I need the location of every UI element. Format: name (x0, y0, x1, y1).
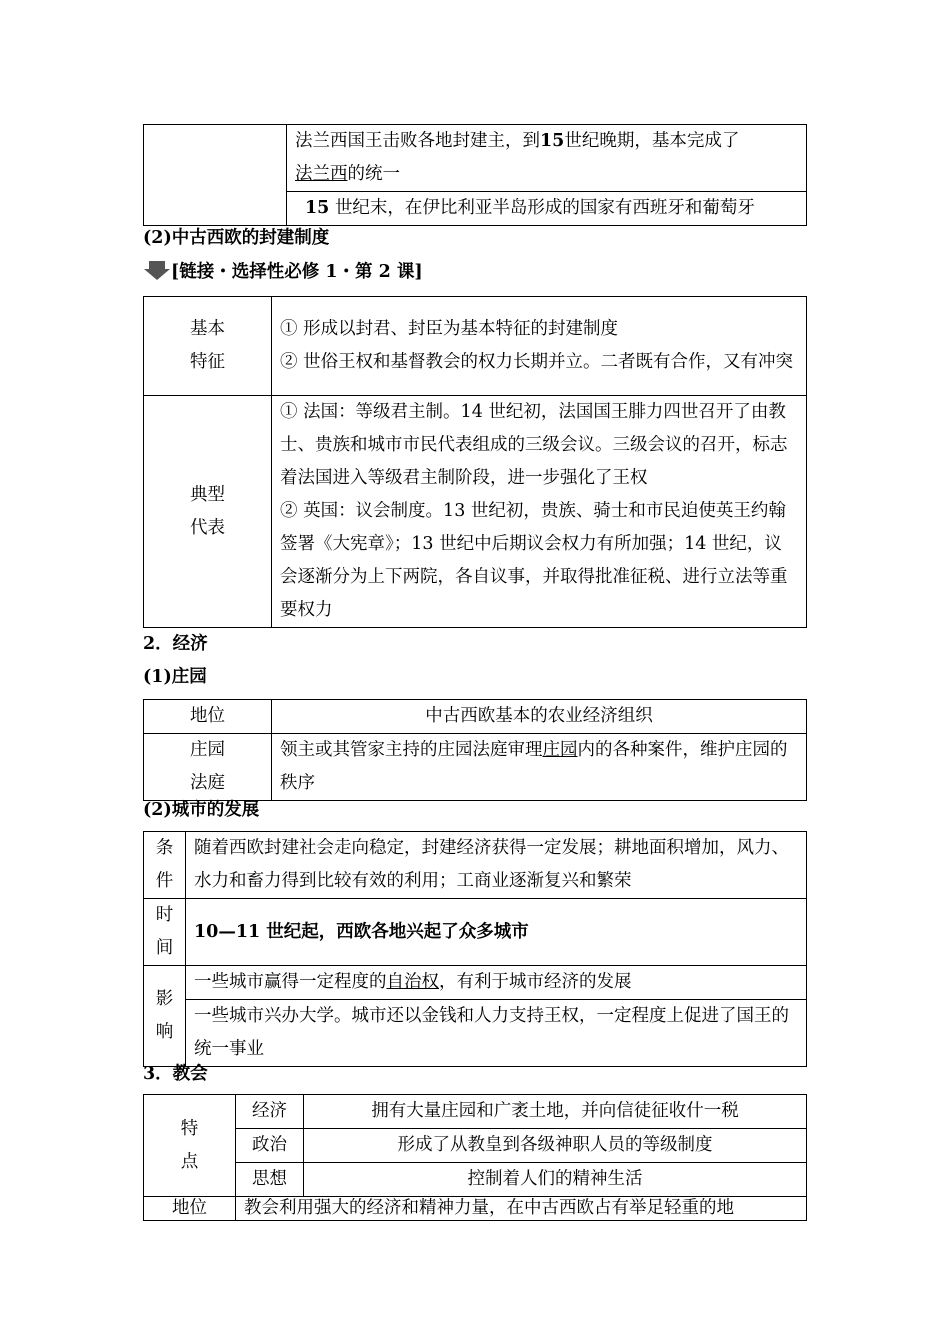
church-table (143, 1094, 807, 1221)
label: 时 (155, 905, 174, 925)
time-label (144, 899, 186, 966)
text: 一些城市赢得一定程度的 (194, 972, 387, 992)
church-heading: 3．教会 (143, 1064, 208, 1084)
impact-value-2: 一些城市兴办大学。城市还以金钱和人力支持王权，一定程度上促进了国王的统一事业 (186, 1000, 807, 1067)
point: ② 英国：议会制度。13 世纪初，贵族、骑士和市民迫使英王约翰签署《大宪章》；13 世纪中后期议会权力有所加强；14 世纪，议会逐渐分为上下两院，各自议事，并取得批准征税、进行立法等重要权力 (280, 501, 788, 620)
year: 15 (305, 198, 330, 218)
text: 世纪晚期，基本完成了 (564, 131, 740, 151)
economy-heading: 2．经济 (143, 634, 208, 654)
status-label: 地位 (144, 700, 272, 734)
city-table (143, 831, 807, 1067)
link-text: [链接・选择性必修 1・第 2 课] (171, 262, 423, 282)
label: 基本 (190, 319, 225, 339)
time-value: 10—11 世纪起，西欧各地兴起了众多城市 (186, 899, 807, 966)
manor-heading: (1)庄园 (143, 667, 207, 687)
text: 法兰西国王击败各地封建主，到 (295, 131, 540, 151)
status-value: 中古西欧基本的农业经济组织 (272, 700, 807, 734)
typical-label (144, 396, 272, 628)
condition-label (144, 832, 186, 899)
iberia-cell (287, 192, 807, 226)
label: 响 (155, 1022, 174, 1042)
label: 点 (180, 1151, 199, 1172)
unification-table (143, 124, 807, 226)
label: 特征 (190, 352, 225, 372)
label: 件 (155, 871, 174, 891)
year: 15 (540, 131, 565, 151)
point: ① 形成以封君、封臣为基本特征的封建制度 (280, 319, 619, 339)
down-arrow-icon (143, 259, 171, 281)
empty-left-cell (144, 125, 287, 226)
feudal-heading: (2)中古西欧的封建制度 (143, 228, 330, 248)
point: ① 法国：等级君主制。14 世纪初，法国国王腓力四世召开了由教士、贵族和城市市民代表组成的三级会议。三级会议的召开，标志着法国进入等级君主制阶段，进一步强化了王权 (280, 402, 788, 488)
feature-label (144, 1095, 236, 1197)
label: 典型 (190, 484, 225, 505)
underlined-term: 庄园 (542, 740, 578, 760)
econ-label: 经济 (236, 1095, 304, 1129)
text: 的统一 (347, 164, 400, 184)
label: 代表 (190, 517, 225, 538)
feudal-table (143, 296, 807, 628)
link-line (143, 256, 423, 289)
thought-label: 思想 (236, 1163, 304, 1197)
politics-label: 政治 (236, 1129, 304, 1163)
text: 内的各种案件，维护庄园的秩序 (280, 740, 788, 793)
church-status-value: 教会利用强大的经济和精神力量，在中古西欧占有举足轻重的地 (236, 1197, 807, 1221)
typical-content (272, 396, 807, 628)
text: ，有利于城市经济的发展 (439, 972, 632, 992)
impact-value-1 (186, 966, 807, 1000)
church-status-label: 地位 (144, 1197, 236, 1221)
condition-value: 随着西欧封建社会走向稳定，封建经济获得一定发展；耕地面积增加，风力、水力和畜力得到比较有效的利用；工商业逐渐复兴和繁荣 (186, 832, 807, 899)
label: 法庭 (190, 773, 225, 793)
city-heading: (2)城市的发展 (143, 800, 260, 820)
manor-table (143, 699, 807, 801)
label: 条 (155, 838, 174, 858)
econ-value: 拥有大量庄园和广袤土地，并向信徒征收什一税 (304, 1095, 807, 1129)
label: 特 (180, 1118, 199, 1139)
court-label (144, 734, 272, 801)
underlined-term: 自治权 (386, 972, 439, 992)
label: 庄园 (190, 740, 225, 760)
basic-label (144, 297, 272, 396)
basic-content (272, 297, 807, 396)
thought-value: 控制着人们的精神生活 (304, 1163, 807, 1197)
court-value (272, 734, 807, 801)
underlined-term: 法兰西 (295, 164, 348, 184)
france-unification-cell (287, 125, 807, 192)
politics-value: 形成了从教皇到各级神职人员的等级制度 (304, 1129, 807, 1163)
text: 领主或其管家主持的庄园法庭审理 (280, 740, 543, 760)
point: ② 世俗王权和基督教会的权力长期并立。二者既有合作，又有冲突 (280, 352, 794, 372)
impact-label (144, 966, 186, 1067)
label: 影 (155, 989, 174, 1009)
text: 世纪末，在伊比利亚半岛形成的国家有西班牙和葡萄牙 (334, 198, 755, 218)
label: 间 (155, 938, 174, 958)
